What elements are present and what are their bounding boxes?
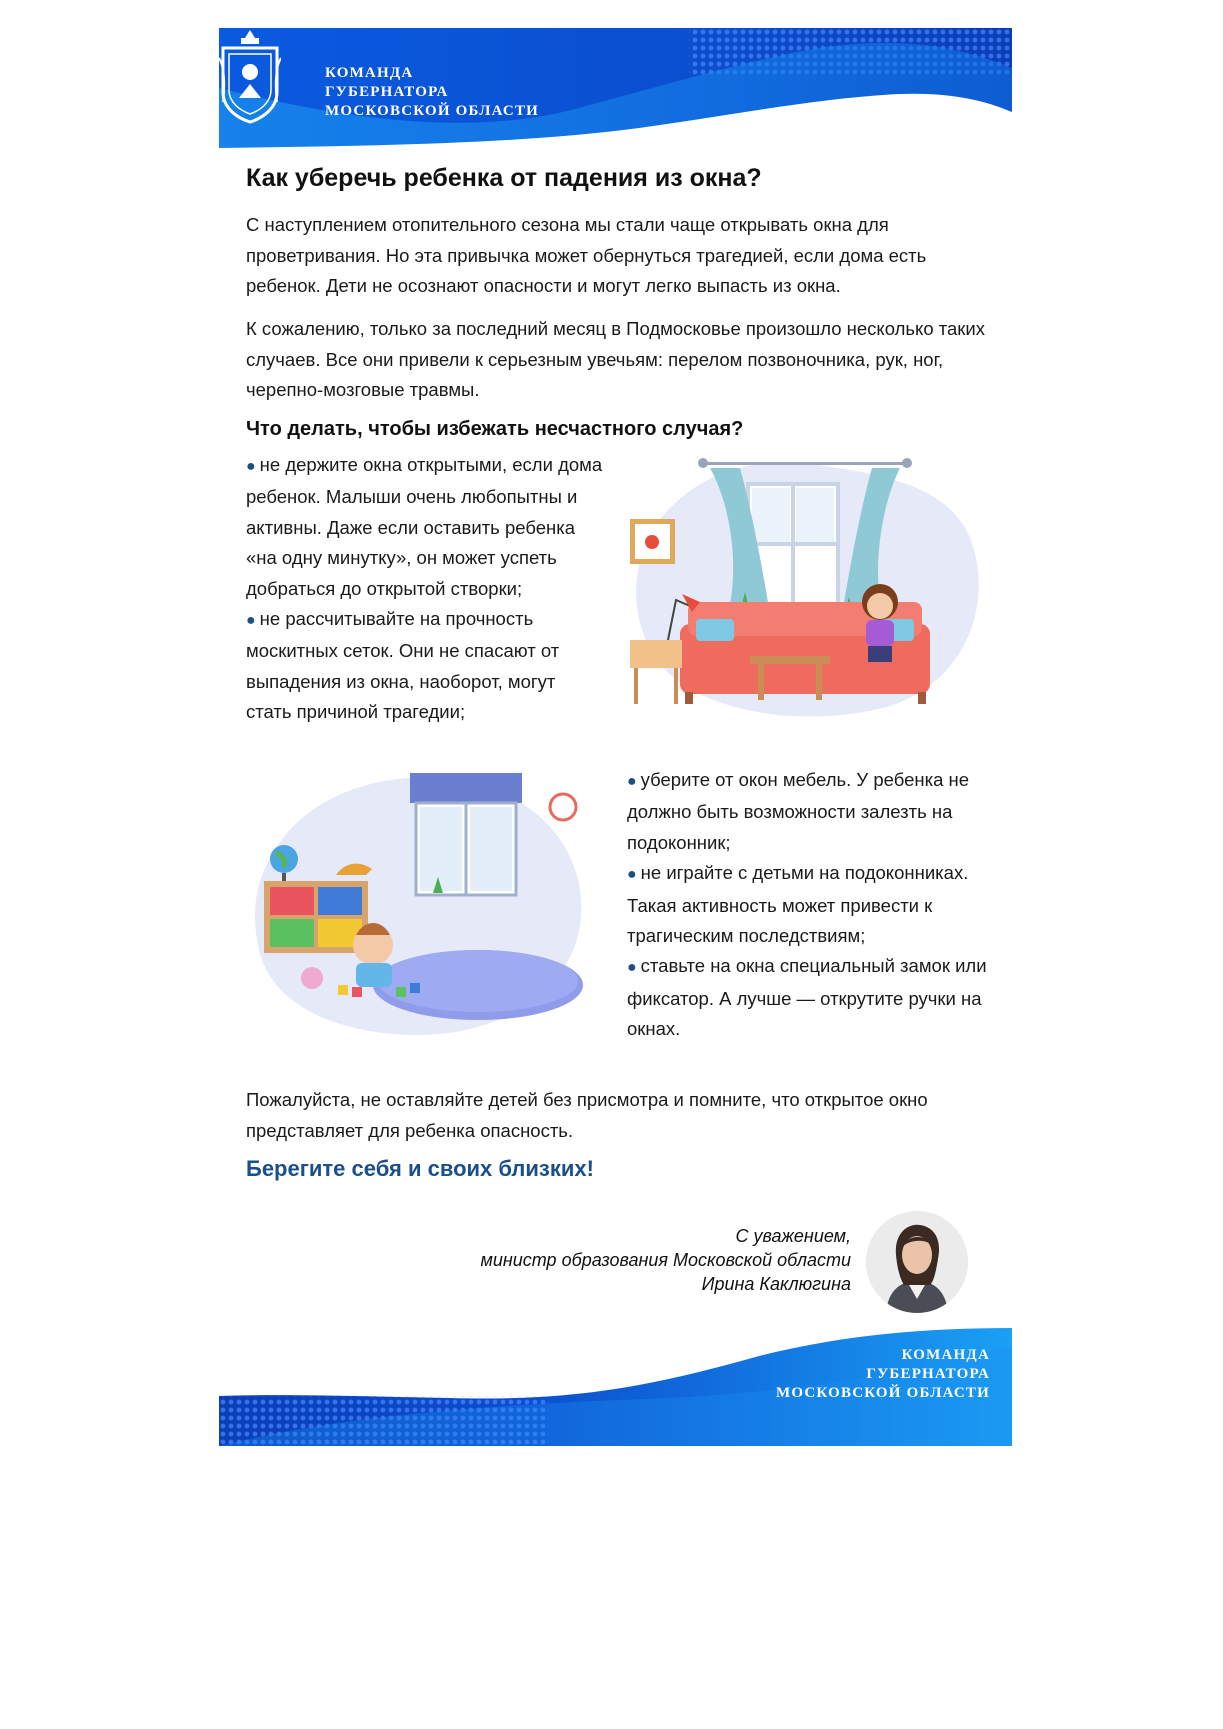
conclusion-paragraph: Пожалуйста, не оставляйте детей без присмотра и помните, что открытое окно представляет для ребенка опасность.	[246, 1089, 928, 1141]
header-banner	[219, 28, 1012, 148]
footer-brand-title	[776, 1346, 990, 1403]
advice-item-text: не играйте с детьми на подоконниках. Такая активность может привести к трагическим последствиям;	[627, 862, 969, 947]
footer-banner	[219, 1326, 1012, 1446]
bullet-dot-icon: ●	[627, 866, 637, 884]
advice-subtitle: Что делать, чтобы избежать несчастного случая?	[246, 418, 744, 440]
advice-item-text: не держите окна открытыми, если дома ребенок. Малыши очень любопытны и активны. Даже если оставить ребенка «на одну минутку», он может успеть добраться до открытой створки;	[246, 454, 603, 599]
brand-line: ГУБЕРНАТОРА	[866, 1366, 990, 1382]
brand-title	[325, 64, 539, 121]
advice-item-text: ставьте на окна специальный замок или фиксатор. А лучше — открутите ручки на окнах.	[627, 955, 987, 1040]
advice-list-right	[627, 765, 997, 1045]
bullet-dot-icon: ●	[627, 959, 637, 977]
signature-greeting: С уважением,	[735, 1226, 851, 1246]
advice-item-text: уберите от окон мебель. У ребенка не должно быть возможности залезть на подоконник;	[627, 769, 970, 853]
brand-line: МОСКОВСКОЙ ОБЛАСТИ	[325, 103, 540, 119]
nursery-illustration	[248, 765, 600, 1045]
bullet-dot-icon: ●	[246, 612, 256, 630]
moscow-region-crest-icon	[219, 28, 281, 124]
advice-item	[627, 765, 997, 858]
brand-line: ГУБЕРНАТОРА	[325, 84, 449, 100]
signature-name: Ирина Каклюгина	[701, 1274, 851, 1294]
article-title: Как уберечь ребенка от падения из окна?	[246, 164, 762, 192]
brand-line: КОМАНДА	[325, 65, 414, 81]
statistics-paragraph: К сожалению, только за последний месяц в Подмосковье произошло несколько таких случаев. Все они привели к серьезным увечьям: перелом позвоночника, рук, ног, черепно-мозговые травмы.	[246, 318, 985, 400]
brand-line: МОСКОВСКОЙ ОБЛАСТИ	[775, 1385, 990, 1401]
closing-slogan: Берегите себя и своих близких!	[246, 1156, 594, 1181]
advice-item	[627, 951, 997, 1044]
brand-line: КОМАНДА	[901, 1347, 990, 1363]
signature-position: министр образования Московской области	[480, 1250, 851, 1270]
advice-item-text: не рассчитывайте на прочность москитных сеток. Они не спасают от выпадения из окна, наоборот, могут стать причиной трагедии;	[246, 608, 560, 723]
author-portrait-icon	[866, 1211, 968, 1313]
advice-item	[627, 858, 997, 951]
living-room-illustration	[620, 444, 990, 729]
bullet-dot-icon: ●	[246, 458, 256, 475]
bullet-dot-icon: ●	[627, 773, 637, 790]
signature-block	[481, 1224, 852, 1296]
author-avatar	[866, 1211, 968, 1313]
advice-item	[246, 604, 606, 728]
advice-item	[246, 450, 606, 604]
intro-paragraph: С наступлением отопительного сезона мы стали чаще открывать окна для проветривания. Но эта привычка может обернуться трагедией, если дома есть ребенок. Дети не осознают опасности и могут легко выпасть из окна.	[246, 214, 927, 296]
advice-list-left	[246, 450, 606, 728]
